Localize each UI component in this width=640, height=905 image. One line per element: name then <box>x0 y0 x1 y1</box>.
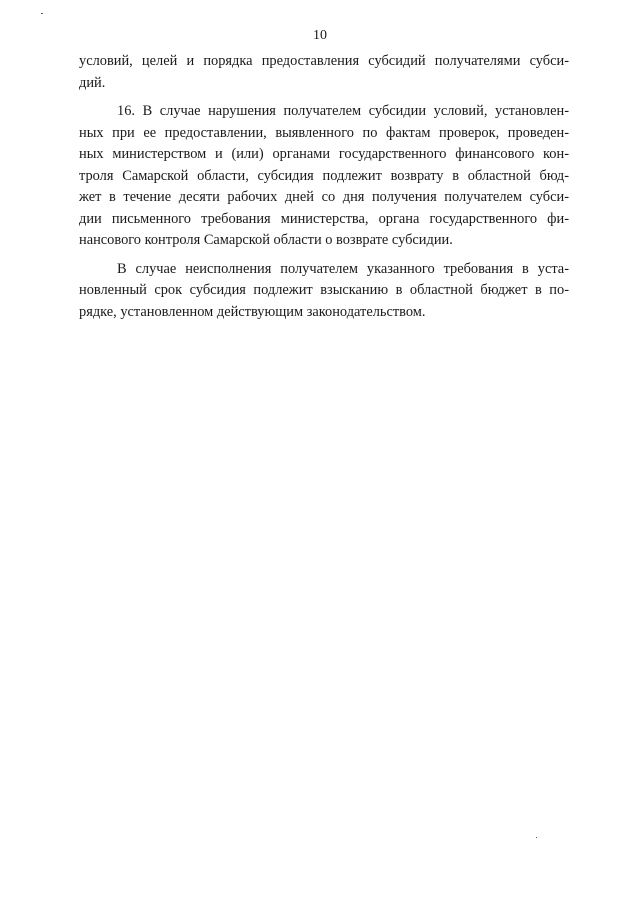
text-line: В случае неисполнения получателем указанного требования в уста- <box>117 260 569 277</box>
text-line: дий. <box>79 74 106 91</box>
text-line: жет в течение десяти рабочих дней со дня получения получателем субси- <box>79 189 569 205</box>
paragraph-non-compliance <box>79 259 569 324</box>
paragraph-continuation <box>79 51 569 94</box>
page-number: 10 <box>313 28 327 43</box>
scan-speck <box>41 13 43 14</box>
text-line: 16. В случае нарушения получателем субсидии условий, установлен- <box>117 103 569 119</box>
paragraph-clause-16 <box>79 101 569 252</box>
text-line: условий, целей и порядка предоставления субсидий получателями субси- <box>79 53 569 69</box>
text-line: новленный срок субсидия подлежит взысканию в областной бюджет в по- <box>79 282 569 298</box>
document-body <box>79 51 569 323</box>
text-line: ных при ее предоставлении, выявленного по фактам проверок, проведен- <box>79 124 569 141</box>
text-line: нансового контроля Самарской области о возврате субсидии. <box>79 232 453 248</box>
text-line: троля Самарской области, субсидия подлежит возврату в областной бюд- <box>79 167 569 184</box>
text-line: рядке, установленном действующим законодательством. <box>79 303 426 320</box>
text-line: дии письменного требования министерства, органа государственного фи- <box>79 210 569 227</box>
scan-speck <box>536 837 537 838</box>
text-line: ных министерством и (или) органами государственного финансового кон- <box>79 146 569 162</box>
